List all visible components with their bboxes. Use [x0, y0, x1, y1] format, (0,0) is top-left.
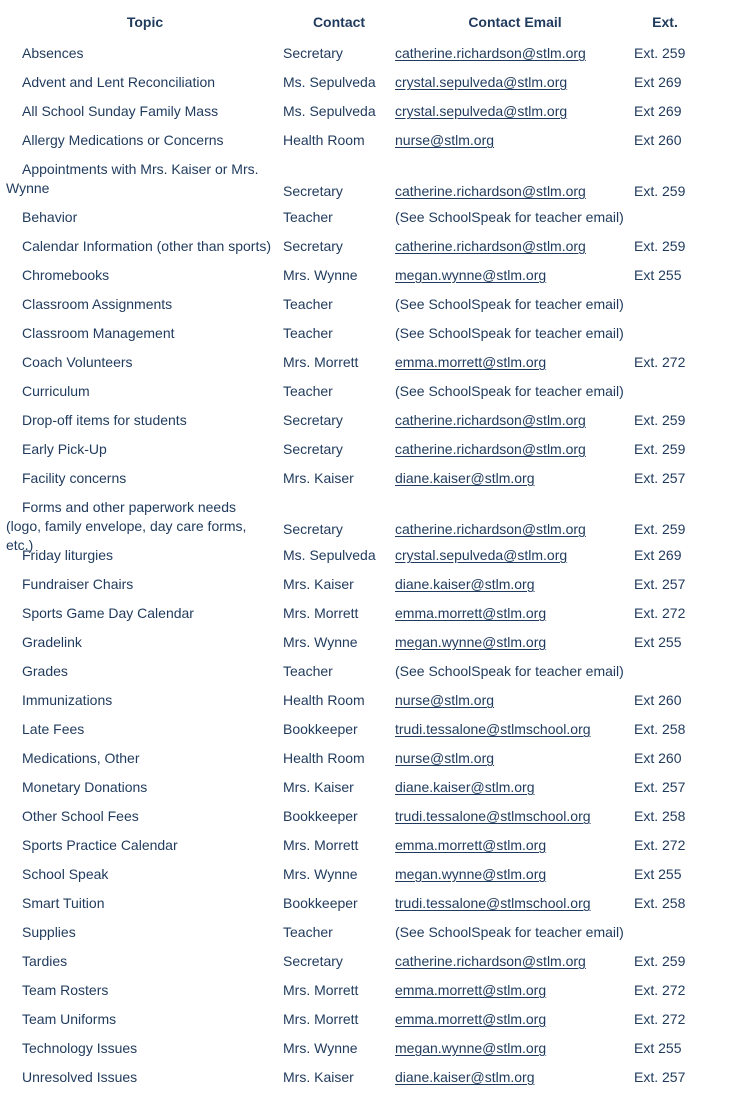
contact-cell: Mrs. Morrett	[283, 605, 359, 621]
email-link[interactable]: trudi.tessalone@stlmschool.org	[395, 808, 591, 824]
extension-cell: Ext 260	[634, 750, 682, 766]
table-row	[0, 266, 748, 295]
table-row	[0, 469, 748, 498]
email-link[interactable]: diane.kaiser@stlm.org	[395, 1069, 535, 1085]
topic-cell: Tardies	[22, 953, 68, 969]
topic-cell: Unresolved Issues	[22, 1069, 138, 1085]
extension-cell: Ext. 258	[634, 808, 686, 824]
table-row	[0, 102, 748, 131]
contact-cell: Health Room	[283, 132, 365, 148]
header-contact-email: Contact Email	[468, 14, 562, 30]
email-link[interactable]: nurse@stlm.org	[395, 750, 495, 766]
extension-cell: Ext. 259	[634, 45, 686, 61]
contact-cell: Secretary	[283, 412, 343, 428]
contact-cell: Bookkeeper	[283, 721, 358, 737]
topic-cell: Coach Volunteers	[22, 354, 133, 370]
contact-cell: Teacher	[283, 296, 333, 312]
table-row	[0, 981, 748, 1010]
table-row	[0, 382, 748, 411]
email-link[interactable]: megan.wynne@stlm.org	[395, 267, 547, 283]
email-note: (See SchoolSpeak for teacher email)	[395, 383, 624, 399]
topic-cell: Team Rosters	[22, 982, 109, 998]
table-row	[0, 237, 748, 266]
contact-cell: Teacher	[283, 209, 333, 225]
extension-cell: Ext 269	[634, 74, 682, 90]
extension-cell: Ext 255	[634, 267, 682, 283]
extension-cell: Ext. 272	[634, 605, 686, 621]
table-row	[0, 73, 748, 102]
topic-cell: School Speak	[22, 866, 109, 882]
email-link[interactable]: crystal.sepulveda@stlm.org	[395, 547, 568, 563]
extension-cell: Ext. 257	[634, 779, 686, 795]
topic-cell: Facility concerns	[22, 470, 127, 486]
email-link[interactable]: diane.kaiser@stlm.org	[395, 779, 535, 795]
email-link[interactable]: megan.wynne@stlm.org	[395, 866, 547, 882]
extension-cell: Ext. 258	[634, 721, 686, 737]
table-row	[0, 720, 748, 749]
topic-cell: Technology Issues	[22, 1040, 138, 1056]
table-row	[0, 575, 748, 604]
topic-cell: Advent and Lent Reconciliation	[22, 74, 216, 90]
topic-cell: All School Sunday Family Mass	[22, 103, 219, 119]
table-row	[0, 160, 748, 208]
header-extension: Ext.	[652, 14, 678, 30]
extension-cell: Ext. 272	[634, 1011, 686, 1027]
topic-cell: Team Uniforms	[22, 1011, 117, 1027]
email-link[interactable]: megan.wynne@stlm.org	[395, 1040, 547, 1056]
email-link[interactable]: nurse@stlm.org	[395, 132, 495, 148]
email-note: (See SchoolSpeak for teacher email)	[395, 924, 624, 940]
contact-cell: Mrs. Kaiser	[283, 470, 354, 486]
contact-cell: Ms. Sepulveda	[283, 547, 376, 563]
email-link[interactable]: catherine.richardson@stlm.org	[395, 183, 586, 199]
header-topic: Topic	[126, 14, 164, 30]
email-link[interactable]: catherine.richardson@stlm.org	[395, 441, 586, 457]
contact-cell: Mrs. Kaiser	[283, 576, 354, 592]
extension-cell: Ext. 257	[634, 470, 686, 486]
table-row	[0, 411, 748, 440]
topic-cell: Chromebooks	[22, 267, 110, 283]
contact-cell: Secretary	[283, 183, 343, 199]
email-link[interactable]: crystal.sepulveda@stlm.org	[395, 103, 568, 119]
topic-cell: Immunizations	[22, 692, 113, 708]
contact-cell: Secretary	[283, 521, 343, 537]
extension-cell: Ext. 272	[634, 982, 686, 998]
table-row	[0, 1010, 748, 1039]
email-link[interactable]: catherine.richardson@stlm.org	[395, 238, 586, 254]
header-contact: Contact	[312, 14, 366, 30]
topic-cell: Calendar Information (other than sports)	[22, 238, 272, 254]
table-row	[0, 1068, 748, 1097]
contact-cell: Mrs. Morrett	[283, 837, 359, 853]
email-link[interactable]: crystal.sepulveda@stlm.org	[395, 74, 568, 90]
table-row	[0, 923, 748, 952]
extension-cell: Ext 255	[634, 634, 682, 650]
table-row	[0, 865, 748, 894]
email-link[interactable]: trudi.tessalone@stlmschool.org	[395, 895, 591, 911]
contact-cell: Mrs. Kaiser	[283, 1069, 354, 1085]
topic-cell: Sports Practice Calendar	[22, 837, 178, 853]
topic-cell: Absences	[22, 45, 84, 61]
table-row	[0, 604, 748, 633]
table-row	[0, 894, 748, 923]
extension-cell: Ext. 272	[634, 837, 686, 853]
table-row	[0, 633, 748, 662]
contact-cell: Mrs. Wynne	[283, 267, 358, 283]
contact-cell: Teacher	[283, 383, 333, 399]
email-link[interactable]: catherine.richardson@stlm.org	[395, 521, 586, 537]
email-link[interactable]: catherine.richardson@stlm.org	[395, 953, 586, 969]
table-row	[0, 952, 748, 981]
contact-cell: Teacher	[283, 325, 333, 341]
contact-cell: Mrs. Wynne	[283, 634, 358, 650]
topic-cell: Smart Tuition	[22, 895, 105, 911]
topic-cell: Behavior	[22, 209, 78, 225]
table-row	[0, 353, 748, 382]
topic-cell: Monetary Donations	[22, 779, 148, 795]
topic-cell: Friday liturgies	[22, 547, 114, 563]
email-note: (See SchoolSpeak for teacher email)	[395, 296, 624, 312]
contact-cell: Mrs. Wynne	[283, 866, 358, 882]
contact-cell: Secretary	[283, 45, 343, 61]
extension-cell: Ext. 259	[634, 183, 686, 199]
extension-cell: Ext 260	[634, 132, 682, 148]
topic-cell: Sports Game Day Calendar	[22, 605, 194, 621]
extension-cell: Ext 260	[634, 692, 682, 708]
topic-cell: Gradelink	[22, 634, 82, 650]
email-link[interactable]: catherine.richardson@stlm.org	[395, 45, 586, 61]
contact-cell: Health Room	[283, 692, 365, 708]
extension-cell: Ext. 259	[634, 521, 686, 537]
contact-cell: Teacher	[283, 663, 333, 679]
topic-cell: Forms and other paperwork needs (logo, family envelope, day care forms, etc.)	[6, 499, 247, 553]
table-row	[0, 546, 748, 575]
topic-cell: Classroom Management	[22, 325, 175, 341]
email-link[interactable]: emma.morrett@stlm.org	[395, 982, 547, 998]
contact-cell: Health Room	[283, 750, 365, 766]
table-row	[0, 131, 748, 160]
email-link[interactable]: emma.morrett@stlm.org	[395, 1011, 547, 1027]
contact-cell: Secretary	[283, 441, 343, 457]
email-link[interactable]: emma.morrett@stlm.org	[395, 837, 547, 853]
table-row	[0, 836, 748, 865]
topic-cell: Curriculum	[22, 383, 90, 399]
topic-cell: Other School Fees	[22, 808, 139, 824]
contact-cell: Mrs. Morrett	[283, 1011, 359, 1027]
email-link[interactable]: nurse@stlm.org	[395, 692, 495, 708]
extension-cell: Ext. 259	[634, 441, 686, 457]
extension-cell: Ext. 259	[634, 412, 686, 428]
contact-cell: Teacher	[283, 924, 333, 940]
table-row	[0, 324, 748, 353]
email-link[interactable]: emma.morrett@stlm.org	[395, 605, 547, 621]
topic-cell: Late Fees	[22, 721, 85, 737]
topic-cell: Grades	[22, 663, 68, 679]
email-note: (See SchoolSpeak for teacher email)	[395, 325, 624, 341]
table-row	[0, 440, 748, 469]
contact-cell: Mrs. Morrett	[283, 354, 359, 370]
topic-cell: Early Pick-Up	[22, 441, 107, 457]
topic-cell: Allergy Medications or Concerns	[22, 132, 224, 148]
table-row	[0, 691, 748, 720]
extension-cell: Ext 255	[634, 866, 682, 882]
table-row	[0, 295, 748, 324]
email-link[interactable]: diane.kaiser@stlm.org	[395, 576, 535, 592]
extension-cell: Ext. 259	[634, 238, 686, 254]
table-row	[0, 44, 748, 73]
topic-cell: Drop-off items for students	[22, 412, 187, 428]
contact-cell: Secretary	[283, 238, 343, 254]
topic-cell: Classroom Assignments	[22, 296, 173, 312]
contact-cell: Ms. Sepulveda	[283, 103, 376, 119]
email-note: (See SchoolSpeak for teacher email)	[395, 209, 624, 225]
email-note: (See SchoolSpeak for teacher email)	[395, 663, 624, 679]
extension-cell: Ext. 257	[634, 1069, 686, 1085]
topic-cell: Fundraiser Chairs	[22, 576, 134, 592]
extension-cell: Ext. 258	[634, 895, 686, 911]
contact-cell: Mrs. Kaiser	[283, 779, 354, 795]
contact-cell: Ms. Sepulveda	[283, 74, 376, 90]
topic-cell: Supplies	[22, 924, 76, 940]
topic-cell: Appointments with Mrs. Kaiser or Mrs. Wynne	[6, 161, 259, 196]
email-link[interactable]: emma.morrett@stlm.org	[395, 354, 547, 370]
contact-cell: Mrs. Wynne	[283, 1040, 358, 1056]
extension-cell: Ext. 272	[634, 354, 686, 370]
table-row	[0, 662, 748, 691]
contact-cell: Secretary	[283, 953, 343, 969]
table-row	[0, 498, 748, 553]
extension-cell: Ext. 259	[634, 953, 686, 969]
table-row	[0, 807, 748, 836]
contact-cell: Bookkeeper	[283, 895, 358, 911]
email-link[interactable]: diane.kaiser@stlm.org	[395, 470, 535, 486]
contact-cell: Mrs. Morrett	[283, 982, 359, 998]
table-row	[0, 749, 748, 778]
extension-cell: Ext 255	[634, 1040, 682, 1056]
extension-cell: Ext 269	[634, 547, 682, 563]
table-row	[0, 778, 748, 807]
contact-cell: Bookkeeper	[283, 808, 358, 824]
table-row	[0, 208, 748, 237]
email-link[interactable]: megan.wynne@stlm.org	[395, 634, 547, 650]
email-link[interactable]: trudi.tessalone@stlmschool.org	[395, 721, 591, 737]
topic-cell: Medications, Other	[22, 750, 140, 766]
email-link[interactable]: catherine.richardson@stlm.org	[395, 412, 586, 428]
extension-cell: Ext 269	[634, 103, 682, 119]
table-row	[0, 1039, 748, 1068]
extension-cell: Ext. 257	[634, 576, 686, 592]
